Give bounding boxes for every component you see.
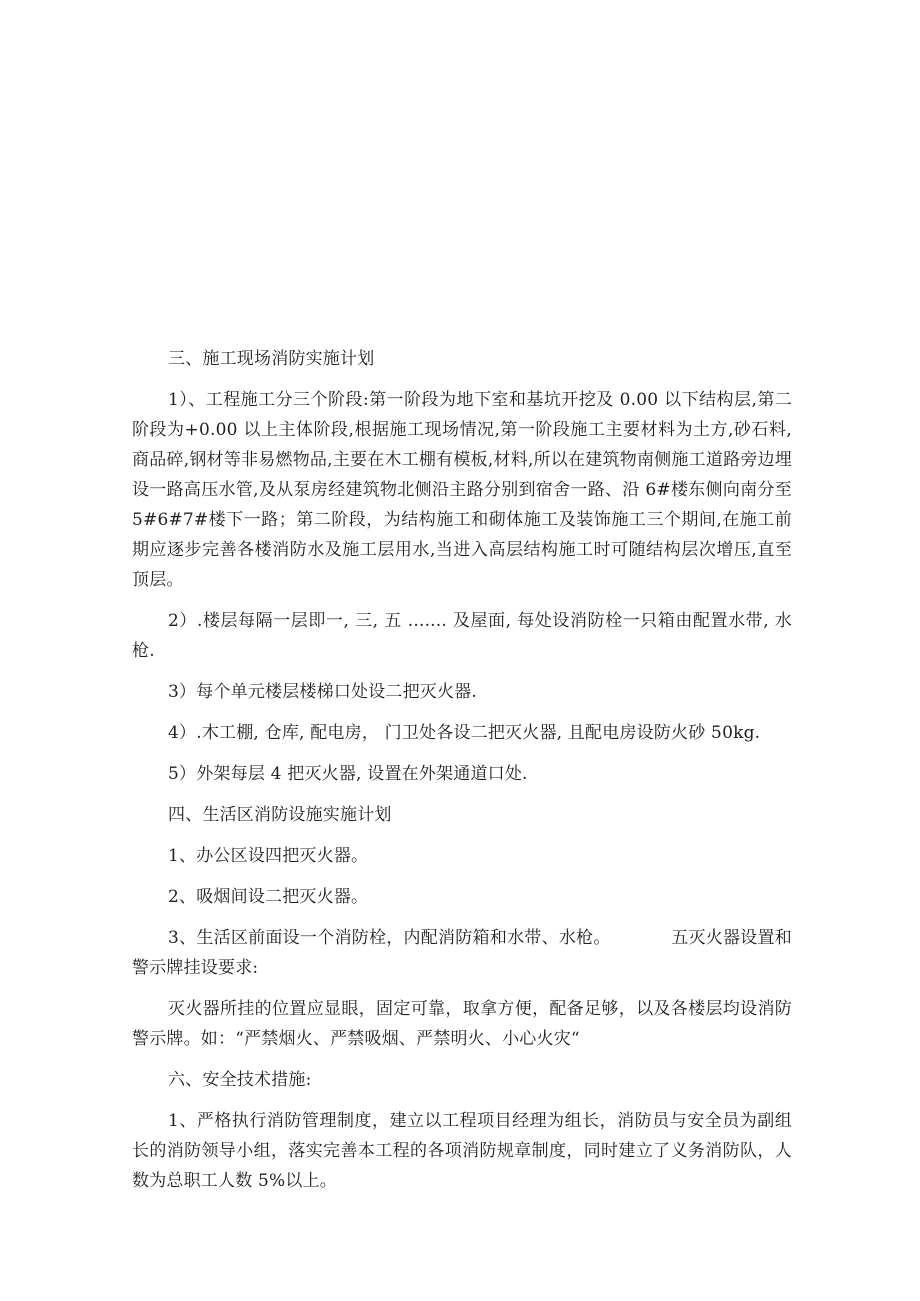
section-heading-safety-measures: 六、安全技术措施: — [168, 1070, 312, 1090]
para-stairwell-extinguishers: 3）每个单元楼层楼梯口处设二把灭火器. — [168, 682, 478, 702]
document-content — [132, 344, 792, 1207]
para-floor-fire-hydrants: 2）.楼层每隔一层即一, 三, 五 ....... 及屋面, 每处设消防栓一只箱由配置水带, 水枪. — [132, 611, 792, 661]
para-office-extinguishers: 1、办公区设四把灭火器。 — [168, 846, 369, 866]
para-construction-three-stages: 1）、工程施工分三个阶段:第一阶段为地下室和基坑开挖及 0.00 以下结构层,第二阶段为+0.00 以上主体阶段,根据施工现场情况,第一阶段施工主要材料为土方,砂石料,商品碎,钢材等非易燃物品,主要在木工棚有模板,材料,所以在建筑物南侧施工道路旁边埋设一路高压水管,及从泵房经建筑物北侧沿主路分别到宿舍一路、沿 6#楼东侧向南分至5#6#7#楼下一路；第二阶段，为结构施工和砌体施工及装饰施工三个期间,在施工前期应逐步完善各楼消防水及施工层用水,当进入高层结构施工时可随结构层次增压,直至顶层。 — [132, 390, 792, 590]
para-extinguisher-placement-and-warning-signs: 灭火器所挂的位置应显眼，固定可靠，取拿方便，配备足够，以及各楼层均设消防警示牌。如：“严禁烟火、严禁吸烟、严禁明火、小心火灾“ — [132, 999, 792, 1049]
section-heading-fire-site-plan: 三、施工现场消防实施计划 — [168, 349, 375, 369]
para-scaffold-extinguishers: 5）外架每层 4 把灭火器, 设置在外架通道口处. — [168, 764, 528, 784]
para-smoking-room-extinguishers: 2、吸烟间设二把灭火器。 — [168, 887, 369, 907]
para-shed-warehouse-extinguishers: 4）.木工棚, 仓库, 配电房， 门卫处各设二把灭火器, 且配电房设防火砂 50kg. — [168, 723, 761, 743]
para-fire-management-system: 1、严格执行消防管理制度，建立以工程项目经理为组长，消防员与安全员为副组长的消防领导小组，落实完善本工程的各项消防规章制度，同时建立了义务消防队，人数为总职工人数 5%以上。 — [132, 1111, 792, 1191]
section-heading-living-area-plan: 四、生活区消防设施实施计划 — [168, 805, 392, 825]
para-living-area-hydrant-and-requirements: 3、生活区前面设一个消防栓，内配消防箱和水带、水枪。 五灭火器设置和警示牌挂设要求: — [132, 928, 792, 978]
